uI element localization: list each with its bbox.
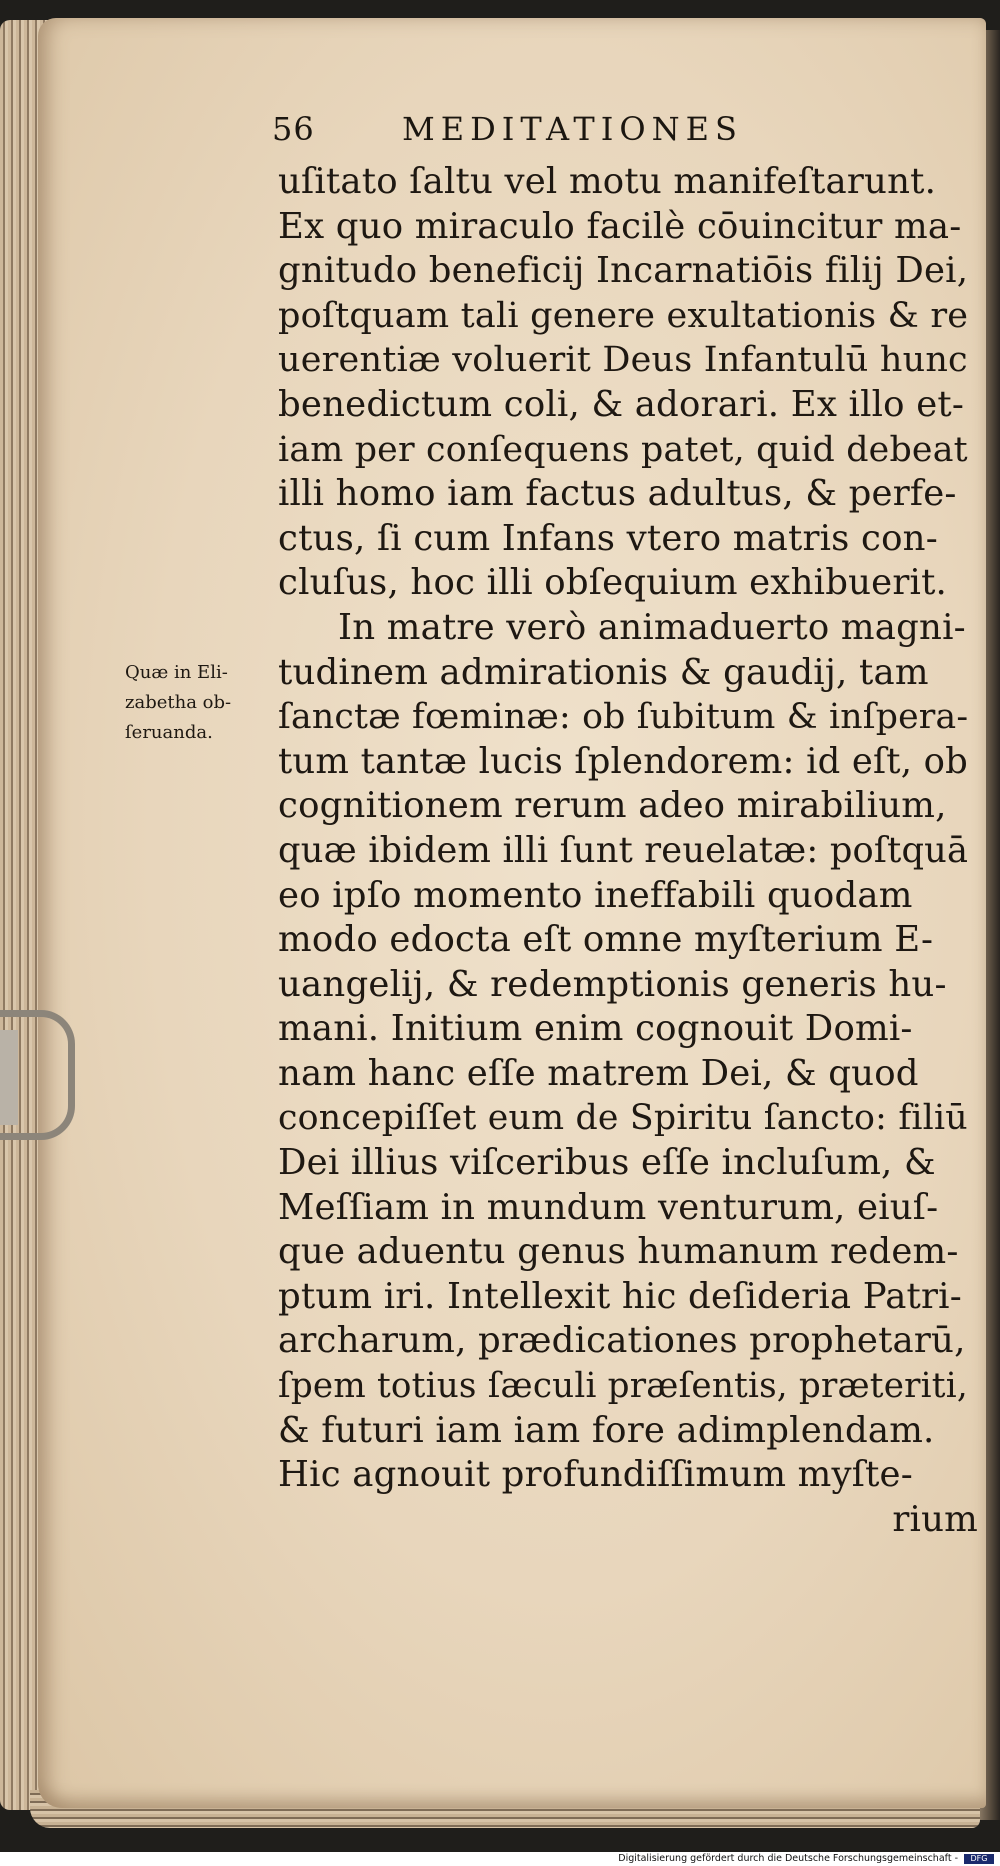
text-line: modo edocta eſt omne myſterium E- xyxy=(278,919,934,961)
text-line: concepiſſet eum de Spiritu ſancto: filiū xyxy=(278,1098,968,1139)
dfg-logo: DFG xyxy=(964,1854,994,1864)
text-line: Dei illius viſceribus eſſe incluſum, & xyxy=(278,1142,936,1184)
text-line: ſanctæ fœminæ: ob ſubitum & inſpera- xyxy=(278,697,969,738)
catchword: rium xyxy=(892,1498,978,1540)
book-clasp xyxy=(0,1010,75,1140)
page-header xyxy=(272,110,972,160)
text-line: ctus, ſi cum Infans vtero matris con- xyxy=(278,517,938,559)
margin-note-line: ſeruanda. xyxy=(125,722,213,743)
text-line: benedictum coli, & adorari. Ex illo et- xyxy=(278,383,965,425)
text-line: uangelij, & redemptionis generis hu- xyxy=(278,963,947,1005)
margin-note-line: zabetha ob- xyxy=(125,692,232,713)
margin-note-line: Quæ in Eli- xyxy=(125,662,228,683)
text-line: cognitionem rerum adeo mirabilium, xyxy=(278,785,947,827)
text-line: In matre verò animaduerto magni- xyxy=(338,606,966,648)
text-line: Hic agnouit profundiſſimum myſte- xyxy=(278,1454,913,1496)
text-line: archarum, prædicationes prophetarū, xyxy=(278,1320,966,1362)
page-number: 56 xyxy=(272,110,315,148)
text-line: illi homo iam factus adultus, & perfe- xyxy=(278,473,957,515)
text-line: & futuri iam iam fore adimplendam. xyxy=(278,1409,935,1451)
funding-credit: Digitalisierung gefördert durch die Deutsche Forschungsgemeinschaft - xyxy=(618,1853,958,1864)
margin-note xyxy=(125,658,285,748)
text-line: que aduentu genus humanum redem- xyxy=(278,1231,959,1273)
text-line: uerentiæ voluerit Deus Infantulū hunc xyxy=(278,340,968,381)
text-line: ptum iri. Intellexit hic deſideria Patri- xyxy=(278,1275,962,1317)
text-line: iam per conſequens patet, quid debeat xyxy=(278,429,968,470)
text-line: tum tantæ lucis ſplendorem: id eſt, ob xyxy=(278,740,968,782)
text-line: tudinem admirationis & gaudij, tam xyxy=(278,651,929,693)
digitization-footer xyxy=(0,1852,1000,1866)
text-line: quæ ibidem illi ſunt reuelatæ: poſtquā xyxy=(278,829,969,871)
text-line: uſitato ſaltu vel motu manifeſtarunt. xyxy=(278,161,937,202)
text-line: nam hanc eſſe matrem Dei, & quod xyxy=(278,1052,919,1094)
text-line: Meſſiam in mundum venturum, eiuſ- xyxy=(278,1186,939,1228)
text-line: gnitudo beneficij Incarnatiōis filij Dei, xyxy=(278,250,969,292)
text-line: poſtquam tali genere exultationis & re xyxy=(278,294,969,336)
text-line: eo ipſo momento ineffabili quodam xyxy=(278,874,913,916)
text-line: mani. Initium enim cognouit Domi- xyxy=(278,1008,913,1050)
text-line: ſpem totius ſæculi præſentis, præteriti, xyxy=(278,1366,968,1407)
body-text xyxy=(278,160,978,1542)
text-line: Ex quo miraculo facilè cōuincitur ma- xyxy=(278,205,962,247)
text-line: cluſus, hoc illi obſequium exhibuerit. xyxy=(278,562,948,604)
running-head: MEDITATIONES xyxy=(402,110,743,148)
